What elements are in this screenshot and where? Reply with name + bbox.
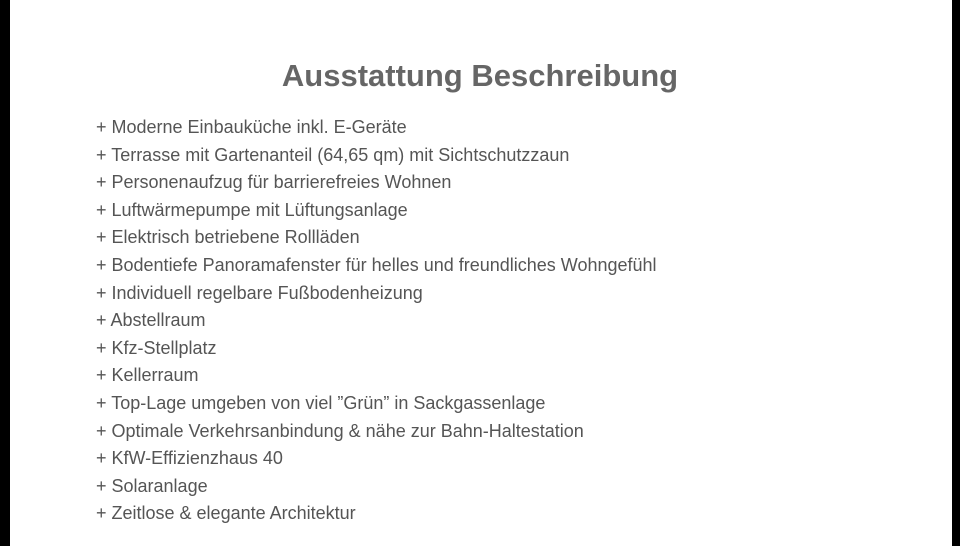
list-item: + Zeitlose & elegante Architektur <box>96 503 356 524</box>
list-item: + Moderne Einbauküche inkl. E-Geräte <box>96 117 407 137</box>
feature-list <box>96 114 657 528</box>
list-item: + Top-Lage umgeben von viel ”Grün” in Sackgassenlage <box>96 392 546 413</box>
list-item: + Personenaufzug für barrierefreies Wohnen <box>96 172 452 193</box>
list-item: + Optimale Verkehrsanbindung & nähe zur Bahn-Haltestation <box>96 420 584 441</box>
document-page <box>10 0 952 546</box>
list-item: + Luftwärmepumpe mit Lüftungsanlage <box>96 199 408 220</box>
list-item: + KfW-Effizienzhaus 40 <box>96 448 283 469</box>
list-item: + Abstellraum <box>96 310 206 331</box>
list-item: + Kellerraum <box>96 365 199 386</box>
list-item: + Terrasse mit Gartenanteil (64,65 qm) mit Sichtschutzzaun <box>96 144 570 165</box>
list-item: + Solaranlage <box>96 475 208 496</box>
list-item: + Bodentiefe Panoramafenster für helles und freundliches Wohngefühl <box>96 254 657 275</box>
list-item: + Kfz-Stellplatz <box>96 337 217 358</box>
page-title: Ausstattung Beschreibung <box>281 58 679 93</box>
list-item: + Individuell regelbare Fußbodenheizung <box>96 282 423 303</box>
list-item: + Elektrisch betriebene Rollläden <box>96 227 360 248</box>
